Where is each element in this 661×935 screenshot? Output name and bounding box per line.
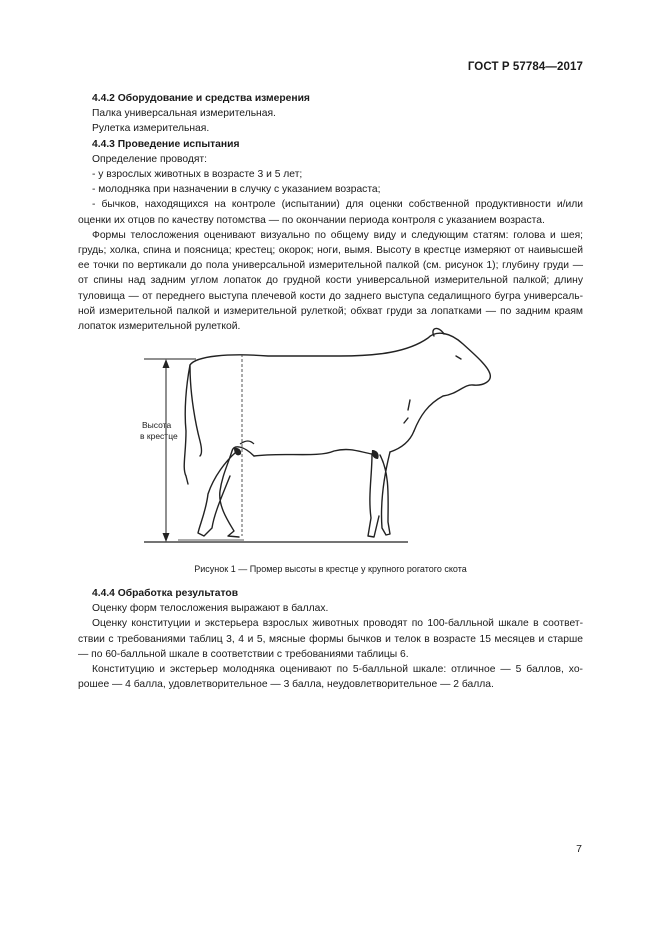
page-number: 7 [576,843,582,855]
equipment-line: Рулетка измерительная. [92,123,210,135]
figure-cow-height [78,326,583,556]
heading-4-4-4: 4.4.4 Обработка результатов [92,588,239,599]
results-paragraph: Оценку конституции и экстерьера взрослых животных проводят по 100-балльной шкале в соответ-ствии с требованиями таблиц 3, 4 и 5, мясные формы бычков и телок в возрасте 15 месяцев и старше — по 60-балльной шкале в соответствии с требованиями таблицы 6. [78,618,583,660]
intro-line: Определение проводят: [92,153,208,165]
results-paragraph: Конституцию и экстерьер молодняка оценивают по 5-балльной шкале: отличное — 5 баллов, хо-рошее — 4 балла, удовлетворительное — 3 балла, неудовлетворительное — 2 балла. [78,664,583,691]
heading-4-4-3: 4.4.3 Проведение испытания [92,138,240,150]
document-header: ГОСТ Р 57784—2017 [467,61,583,73]
list-item: - молодняка при назначении в случку с указанием возраста; [92,184,381,196]
measurement-paragraph: Формы телосложения оценивают визуально по общему виду и следующим статям: голова и шея; грудь; холка, спина и поясница; крестец; окорок; ноги, вымя. Высоту в крестце измеряют от наивысшей ее точки по вертикали до пола универсальной измерительной палкой (см. рисунок 1); глубину груди — от спины над задним углом лопаток до грудной кости универсальной измерительной палкой; длину туловища — от переднего выступа плечевой кости до заднего выступа седалищного бугра универсаль-ной измерительной палкой и измерительной рулеткой; обхват груди за лопатками — по задним краям лопаток измерительной рулеткой. [78,229,583,333]
list-item: - у взрослых животных в возрасте 3 и 5 лет; [92,169,303,181]
equipment-line: Палка универсальная измерительная. [92,108,276,120]
figure-caption: Рисунок 1 — Промер высоты в крестце у крупного рогатого скота [194,564,467,574]
results-paragraph: Оценку форм телосложения выражают в баллах. [92,603,329,615]
main-text [78,91,583,334]
cow-drawing [78,326,583,556]
heading-4-4-2: 4.4.2 Оборудование и средства измерения [92,93,310,104]
height-label-line2: в крестце [140,431,178,441]
height-label-line1: Высота [142,420,172,430]
list-item: - бычков, находящихся на контроле (испытании) для оценки собственной продуктивности и/или оценки их отцов по качеству потомства — по окончании периода контроля с указанием возраста. [78,199,583,226]
results-section [78,586,583,692]
